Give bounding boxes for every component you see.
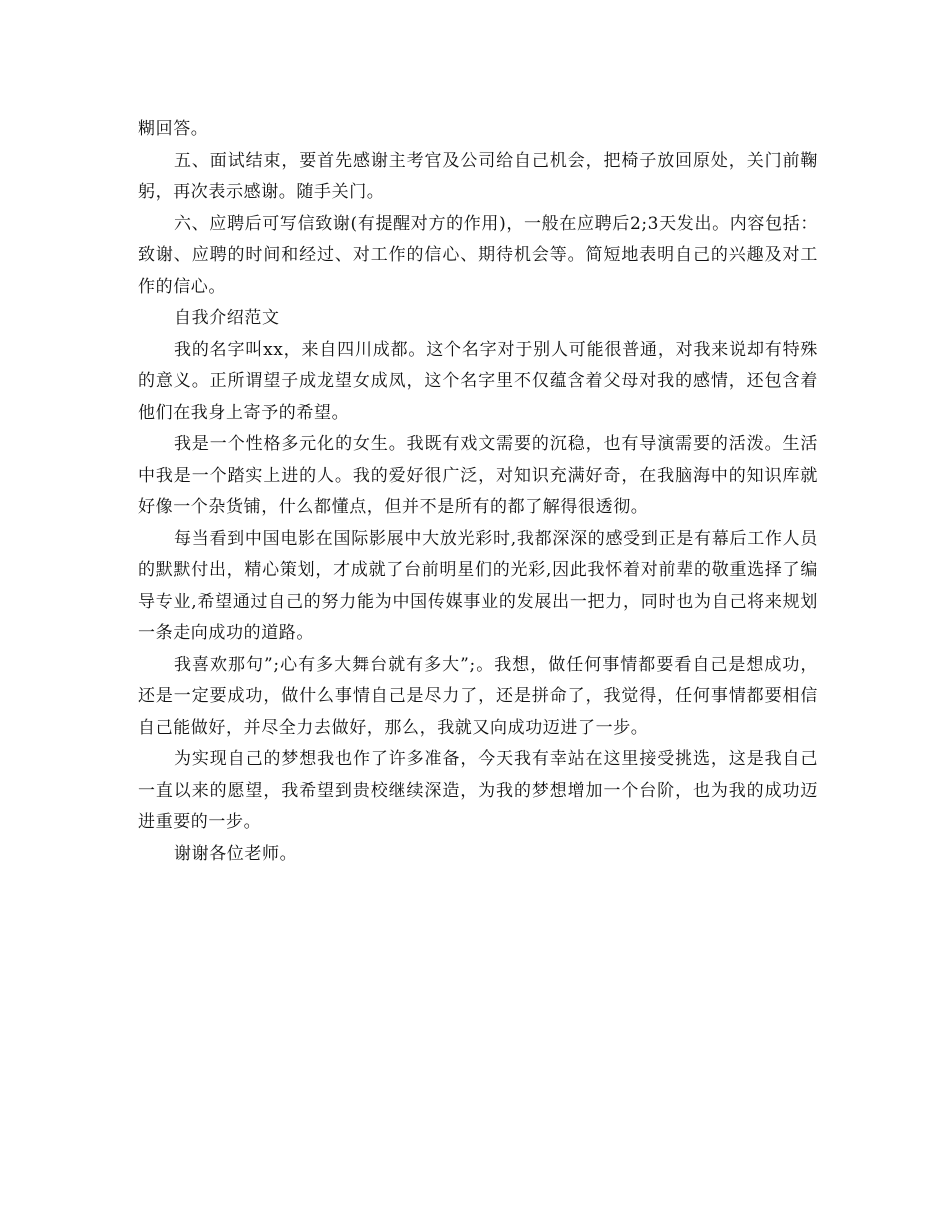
paragraph-thank-you-letter: 六、应聘后可写信致谢(有提醒对方的作用)，一般在应聘后2;3天发出。内容包括：致谢、应聘的时间和经过、对工作的信心、期待机会等。简短地表明自己的兴趣及对工作的信心。 [138, 213, 818, 297]
paragraph-continuation: 糊回答。 [138, 119, 209, 139]
section-heading: 自我介绍范文 [174, 308, 280, 328]
paragraph-aspiration: 为实现自己的梦想我也作了许多准备，今天我有幸站在这里接受挑选，这是我自己一直以来的愿望，我希望到贵校继续深造，为我的梦想增加一个台阶，也为我的成功迈进重要的一步。 [138, 749, 818, 832]
paragraph-personality: 我是一个性格多元化的女生。我既有戏文需要的沉稳，也有导演需要的活泼。生活中我是一个踏实上进的人。我的爱好很广泛，对知识充满好奇，在我脑海中的知识库就好像一个杂货铺，什么都懂点，但并不是所有的都了解得很透彻。 [138, 434, 818, 517]
paragraph-closing: 谢谢各位老师。 [174, 843, 298, 864]
document-body [138, 114, 818, 870]
paragraph-name-intro: 我的名字叫xx，来自四川成都。这个名字对于别人可能很普通，对我来说却有特殊的意义。正所谓望子成龙望女成凤，这个名字里不仅蕴含着父母对我的感情，还包含着他们在我身上寄予的希望。 [138, 339, 818, 423]
paragraph-interview-end: 五、面试结束，要首先感谢主考官及公司给自己机会，把椅子放回原处，关门前鞠躬，再次表示感谢。随手关门。 [138, 150, 818, 202]
paragraph-motivation: 每当看到中国电影在国际影展中大放光彩时,我都深深的感受到正是有幕后工作人员的默默付出，精心策划，才成就了台前明星们的光彩,因此我怀着对前辈的敬重选择了编导专业,希望通过自己的努力能为中国传媒事业的发展出一把力，同时也为自己将来规划一条走向成功的道路。 [138, 528, 818, 643]
paragraph-motto: 我喜欢那句”;心有多大舞台就有多大”;。我想，做任何事情都要看自己是想成功，还是一定要成功，做什么事情自己是尽力了，还是拼命了，我觉得，任何事情都要相信自己能做好，并尽全力去做好，那么，我就又向成功迈进了一步。 [138, 654, 818, 738]
